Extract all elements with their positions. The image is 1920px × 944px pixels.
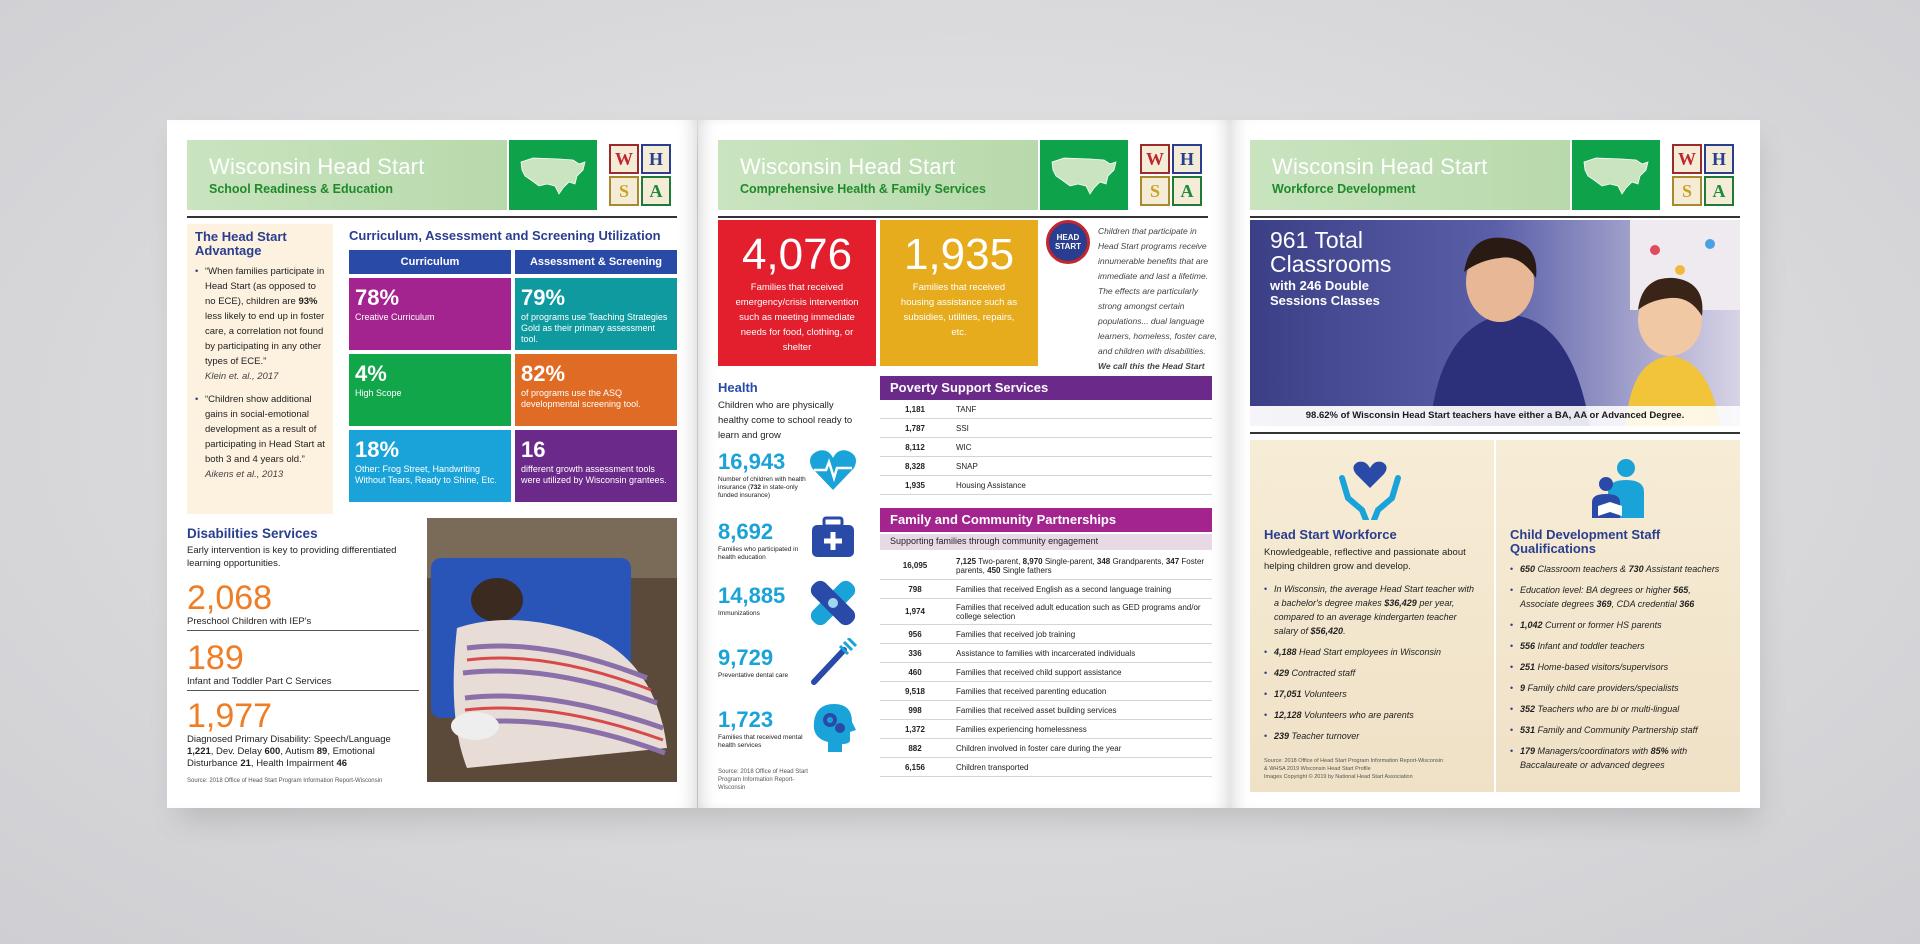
list-item: [1510, 681, 1726, 695]
quote-text: less likely to end up in foster care, a correlation not found by participating in any other types of ECE.”: [205, 311, 325, 367]
source-note: [1264, 757, 1480, 781]
divider: [187, 216, 677, 218]
first-aid-kit-icon: [808, 516, 858, 560]
text: , CDA credential: [1611, 599, 1680, 609]
text: Education level: BA degrees or higher: [1520, 585, 1674, 595]
source-line: Source: 2018 Office of Head Start Program Information Report-Wisconsin: [1264, 758, 1444, 764]
degree-caption: [1250, 406, 1740, 426]
cell-value: 9,518: [904, 686, 926, 696]
header-subtitle: Workforce Development: [1272, 182, 1416, 196]
disabilities-title: Disabilities Services: [187, 526, 318, 541]
table-row: [880, 758, 1212, 777]
text: Number of children with health insurance (: [718, 476, 806, 491]
source-note: Source: 2018 Office of Head Start Program Information Report-Wisconsin: [718, 769, 808, 791]
text: In Wisconsin, the average Head Start teacher with a bachelor's degree makes: [1274, 584, 1475, 608]
text: Foster parents,: [956, 556, 1205, 575]
num: 348: [1096, 556, 1111, 566]
diagnosis-breakdown: [187, 734, 419, 770]
table-row: [880, 419, 1212, 438]
tile-value: 4%: [355, 361, 387, 386]
cell-value: 1,935: [904, 480, 926, 490]
table-row: [880, 580, 1212, 599]
table-row: [880, 720, 1212, 739]
cell-value: 8,112: [905, 442, 925, 452]
panel-school-readiness: [167, 120, 697, 808]
cell-desc: WIC: [956, 442, 972, 452]
text: Volunteers who are parents: [1301, 710, 1414, 720]
text: Grandparents,: [1110, 556, 1166, 566]
cell-desc: SNAP: [956, 461, 978, 471]
cell-desc: Children involved in foster care during the year: [956, 743, 1122, 753]
stat-iep-label: Preschool Children with IEP's: [187, 616, 312, 627]
divider: [1250, 432, 1740, 434]
cell-desc: Families that received job training: [956, 629, 1076, 639]
poverty-title: Poverty Support Services: [880, 376, 1212, 400]
whsa-blocks-logo: [1140, 144, 1202, 206]
num: 98.62%: [1305, 410, 1338, 421]
whsa-blocks-logo: [1672, 144, 1734, 206]
dental-value: 9,729: [718, 645, 774, 670]
num: 352: [1520, 704, 1536, 714]
health-education-value: 8,692: [718, 519, 774, 544]
us-map-icon: [1040, 140, 1128, 210]
cell-desc: SSI: [956, 423, 969, 433]
header-subtitle: School Readiness & Education: [209, 182, 394, 196]
health-education-label: Families who participated in health education: [718, 546, 799, 561]
text: Diagnosed Primary Disability: Speech/Language: [187, 734, 391, 745]
num: 179: [1520, 746, 1536, 756]
cell-desc: Housing Assistance: [956, 480, 1026, 490]
table-row: [880, 663, 1212, 682]
column-curriculum: Curriculum: [349, 250, 511, 274]
list-item: [1510, 583, 1726, 611]
quote-text: “Children show additional gains in social-emotional development as a result of participating in Head Start at both 3 and 4 years old.”: [205, 394, 325, 465]
block-w: W: [1672, 144, 1702, 174]
header-title: Wisconsin Head Start: [209, 154, 425, 179]
num: 730: [1628, 564, 1644, 574]
text: .: [1343, 626, 1346, 636]
toothbrush-icon: [808, 638, 858, 688]
block-w: W: [1140, 144, 1170, 174]
table-row: [880, 476, 1212, 495]
table-row: [880, 625, 1212, 644]
quote-text: “When families participate in Head Start (as opposed to no ECE), children are: [205, 266, 325, 307]
advantage-quote-2: [195, 392, 325, 482]
table-row: [880, 457, 1212, 476]
list-item: [1510, 562, 1726, 576]
text: Family child care providers/specialists: [1525, 683, 1679, 693]
column-assessment: Assessment & Screening: [515, 250, 677, 274]
cell-desc: Families that received child support assistance: [956, 667, 1122, 677]
logo-text: START: [1054, 242, 1082, 251]
cell-desc: Assistance to families with incarcerated individuals: [956, 648, 1136, 658]
curriculum-title: Curriculum, Assessment and Screening Utilization: [349, 228, 661, 243]
parent-child-reading-icon: [1586, 458, 1650, 520]
list-item: [1510, 660, 1726, 674]
divider: [1250, 216, 1740, 218]
num: 732: [750, 484, 762, 491]
stat-value: 1,935: [903, 230, 1015, 279]
text: per year, compared to an average kindergarten teacher salary of: [1274, 598, 1457, 636]
workforce-title: Head Start Workforce: [1264, 527, 1397, 542]
tile-value: 78%: [355, 285, 400, 310]
list-item: [1264, 582, 1480, 638]
poverty-table: [880, 400, 1212, 495]
source-line: Images Copyright © 2019 by National Head Start Association: [1264, 774, 1413, 780]
advantage-quote: [1098, 224, 1218, 389]
tile-teaching-strategies: [515, 278, 677, 350]
block-s: S: [609, 176, 639, 206]
cell-desc: Families that received English as a second language training: [956, 584, 1172, 594]
sleeping-child-photo: [427, 518, 677, 782]
stat-label: Families that received emergency/crisis intervention such as meeting immediate needs for food, clothing, or shelter: [735, 282, 859, 353]
quote-bold: We call this the Head Start: [1098, 361, 1205, 371]
cell-value: 798: [908, 584, 922, 594]
cell-desc: TANF: [956, 404, 977, 414]
num: 17,051: [1274, 689, 1302, 699]
header-title: Wisconsin Head Start: [1272, 154, 1488, 179]
block-a: A: [1704, 176, 1734, 206]
family-table: [880, 552, 1212, 777]
block-w: W: [609, 144, 639, 174]
cell-value: 1,181: [904, 404, 926, 414]
tile-label: different growth assessment tools were utilized by Wisconsin grantees.: [521, 464, 667, 485]
cell-desc: Families that received adult education such as GED programs and/or college selection: [956, 602, 1201, 621]
family-subtitle: Supporting families through community engagement: [880, 534, 1212, 550]
tile-asq: [515, 354, 677, 426]
list-item: [1264, 708, 1480, 722]
stat-diagnosed: 1,977: [187, 697, 273, 735]
us-map-icon: [509, 140, 597, 210]
text: Assistant teachers: [1643, 564, 1720, 574]
header-title: Wisconsin Head Start: [740, 154, 956, 179]
tile-label: of programs use Teaching Strategies Gold as their primary assessment tool.: [521, 312, 668, 344]
tile-value: 18%: [355, 437, 400, 462]
num: 429: [1274, 668, 1290, 678]
num: 21: [240, 758, 251, 769]
num: 9: [1520, 683, 1526, 693]
num: 4,188: [1274, 647, 1297, 657]
text: , Associate degrees: [1520, 585, 1691, 609]
qualifications-title: Child Development Staff Qualifications: [1510, 527, 1661, 556]
cell-value: 998: [908, 705, 922, 715]
num: 347: [1165, 556, 1180, 566]
text: Teachers who are bi or multi-lingual: [1535, 704, 1680, 714]
cell-value: 1,974: [904, 607, 926, 616]
divider: [187, 690, 419, 691]
health-insurance-label: [718, 476, 810, 500]
quote-citation: Klein et. al., 2017: [205, 371, 279, 382]
num: 450: [987, 565, 1001, 575]
cell-desc: Families that received asset building services: [956, 705, 1117, 715]
num: 85%: [1650, 746, 1669, 756]
block-s: S: [1672, 176, 1702, 206]
panel-health-family: [698, 120, 1230, 808]
mental-health-label: Families that received mental health services: [718, 734, 803, 749]
immunizations-label: Immunizations: [718, 610, 760, 617]
cell-desc: [950, 557, 1212, 575]
cell-value: 1,372: [904, 724, 926, 734]
text: , Dev. Delay: [210, 746, 265, 757]
num: 239: [1274, 731, 1290, 741]
source-note: Source: 2018 Office of Head Start Program Information Report-Wisconsin: [187, 778, 383, 784]
text: Single fathers: [1000, 565, 1052, 575]
header-subtitle: Comprehensive Health & Family Services: [740, 182, 986, 196]
bandage-icon: [808, 578, 858, 628]
table-row: [880, 438, 1212, 457]
block-h: H: [1172, 144, 1202, 174]
quote-bold: 93%: [298, 296, 318, 307]
text: Two-parent,: [976, 556, 1023, 566]
list-item: [1510, 618, 1726, 632]
logo-text: HEAD: [1056, 233, 1080, 242]
tile-growth-tools: [515, 430, 677, 502]
stat-iep: 2,068: [187, 579, 273, 617]
cell-value: 956: [908, 629, 922, 639]
advantage-quote-1: [195, 264, 325, 384]
list-item: [1264, 645, 1480, 659]
list-item: [1264, 729, 1480, 743]
tile-label: Other: Frog Street, Handwriting Without Tears, Ready to Shine, Etc.: [355, 464, 497, 485]
family-title: Family and Community Partnerships: [880, 508, 1212, 532]
text: , Emotional Disturbance: [187, 746, 375, 769]
quote-citation: Aikens et al., 2013: [205, 469, 284, 480]
cell-value: 336: [908, 648, 922, 658]
hands-heart-icon: [1338, 458, 1402, 520]
table-row: [880, 644, 1212, 663]
text: Family and Community Partnership staff: [1535, 725, 1698, 735]
cell-value: 1,787: [904, 423, 926, 433]
text: Current or former HS parents: [1542, 620, 1662, 630]
tile-label: High Scope: [355, 388, 402, 398]
text: , Health Impairment: [250, 758, 337, 769]
num: 89: [316, 746, 328, 757]
quote-text: Children that participate in Head Start programs receive innumerable benefits that are immediate and last a lifetime. The effects are particularly strong amongst certain populations... dual language learners, homeless, foster care, and children with disabilities.: [1098, 226, 1218, 356]
immunizations-value: 14,885: [718, 583, 786, 608]
num: 600: [264, 746, 281, 757]
table-row: [880, 599, 1212, 625]
advantage-title: The Head Start Advantage: [195, 229, 287, 258]
text: with Baccalaureate or advanced degrees: [1520, 746, 1688, 770]
cell-value: 8,328: [904, 461, 926, 471]
num: 7,125: [956, 556, 977, 566]
stat-emergency: [718, 220, 876, 366]
text: Contracted staff: [1289, 668, 1356, 678]
source-line: & WHSA 2019 Wisconsin Head Start Profile: [1264, 766, 1371, 772]
block-s: S: [1140, 176, 1170, 206]
text: Infant and toddler teachers: [1535, 641, 1645, 651]
health-title: Health: [718, 380, 758, 395]
tile-label: of programs use the ASQ developmental screening tool.: [521, 388, 641, 409]
list-item: [1510, 639, 1726, 653]
stat-label: Families that received housing assistance such as subsidies, utilities, repairs, etc.: [900, 282, 1018, 338]
table-row: [880, 682, 1212, 701]
health-intro: Children who are physically healthy come to school ready to learn and grow: [718, 400, 853, 441]
block-h: H: [1704, 144, 1734, 174]
mental-health-value: 1,723: [718, 707, 774, 732]
head-start-logo: [1046, 220, 1090, 264]
num: 251: [1520, 662, 1536, 672]
block-h: H: [641, 144, 671, 174]
tile-value: 16: [521, 437, 546, 462]
workforce-intro: Knowledgeable, reflective and passionate about helping children grow and develop.: [1264, 547, 1466, 572]
tile-value: 79%: [521, 285, 566, 310]
stat-part-c-label: Infant and Toddler Part C Services: [187, 676, 332, 687]
list-item: [1510, 744, 1726, 772]
text: Home-based visitors/supervisors: [1535, 662, 1669, 672]
tile-label: Creative Curriculum: [355, 312, 435, 322]
stat-value: 4,076: [741, 230, 853, 279]
us-map-icon: [1572, 140, 1660, 210]
text: Teacher turnover: [1289, 731, 1360, 741]
cell-value: 882: [908, 743, 922, 753]
header: [718, 140, 1208, 210]
classrooms-total: 961 Total Classrooms: [1270, 227, 1392, 277]
divider: [187, 630, 419, 631]
num: $56,420: [1310, 626, 1344, 636]
disabilities-intro: Early intervention is key to providing differentiated learning opportunities.: [187, 545, 397, 569]
list-item: [1510, 702, 1726, 716]
cell-desc: Families that received parenting education: [956, 686, 1107, 696]
num: 8,970: [1022, 556, 1043, 566]
stat-part-c: 189: [187, 639, 244, 677]
table-row: [880, 701, 1212, 720]
head-start-advantage: [187, 224, 333, 514]
tile-creative-curriculum: [349, 278, 511, 350]
cell-value: 16,095: [902, 561, 928, 570]
cell-value: 460: [908, 667, 922, 677]
num: 650: [1520, 564, 1536, 574]
text: Managers/coordinators with: [1535, 746, 1651, 756]
cell-desc: Families experiencing homelessness: [956, 724, 1087, 734]
list-item: [1264, 687, 1480, 701]
cell-value: 6,156: [904, 762, 926, 772]
num: 369: [1596, 599, 1612, 609]
header: [1250, 140, 1740, 210]
cell-desc: Children transported: [956, 762, 1029, 772]
num: 366: [1679, 599, 1695, 609]
text: of Wisconsin Head Start teachers have either a BA, AA or Advanced Degree.: [1337, 410, 1685, 421]
panel-workforce: [1230, 120, 1760, 808]
num: 46: [336, 758, 348, 769]
head-gears-icon: [808, 700, 858, 754]
tile-high-scope: [349, 354, 511, 426]
block-a: A: [1172, 176, 1202, 206]
text: Volunteers: [1301, 689, 1347, 699]
health-insurance-value: 16,943: [718, 449, 786, 474]
text: in state-only funded insurance): [718, 484, 798, 499]
tile-other-curriculum: [349, 430, 511, 502]
whsa-blocks-logo: [609, 144, 671, 206]
text: Single-parent,: [1042, 556, 1097, 566]
num: 1,221: [187, 746, 211, 757]
text: Head Start employees in Wisconsin: [1296, 647, 1442, 657]
num: 565: [1673, 585, 1689, 595]
text: , Autism: [280, 746, 317, 757]
double-sessions: with 246 Double Sessions Classes: [1270, 278, 1380, 308]
table-row: [880, 739, 1212, 758]
num: 531: [1520, 725, 1536, 735]
num: $36,429: [1384, 598, 1417, 608]
header: [187, 140, 677, 210]
heart-icon: [808, 448, 858, 492]
dental-label: Preventative dental care: [718, 672, 789, 679]
table-row: [880, 400, 1212, 419]
tile-value: 82%: [521, 361, 566, 386]
block-a: A: [641, 176, 671, 206]
table-row: [880, 552, 1212, 580]
list-item: [1264, 666, 1480, 680]
divider: [718, 216, 1208, 218]
text: Classroom teachers &: [1535, 564, 1629, 574]
num: 12,128: [1274, 710, 1302, 720]
stat-housing: [880, 220, 1038, 366]
num: 556: [1520, 641, 1536, 651]
num: 1,042: [1520, 620, 1543, 630]
list-item: [1510, 723, 1726, 737]
